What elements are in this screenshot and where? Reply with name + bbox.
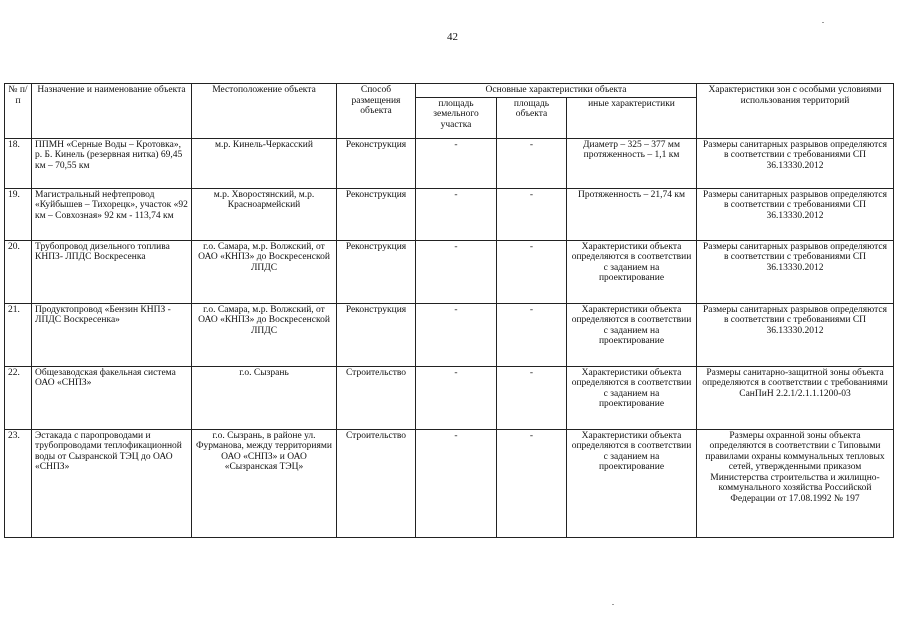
land-area: - [416, 240, 497, 303]
object-location: м.р. Хворостянский, м.р. Красноармейский [192, 188, 337, 240]
row-num: 23. [5, 429, 32, 537]
other-characteristics: Характеристики объекта определяются в соответствии с заданием на проектирование [567, 429, 697, 537]
row-num: 22. [5, 366, 32, 429]
placement-method: Строительство [337, 366, 416, 429]
object-location: г.о. Сызрань [192, 366, 337, 429]
row-num: 19. [5, 188, 32, 240]
object-area: - [497, 138, 567, 188]
header-land-area: площадь земельного участка [416, 97, 497, 138]
header-location: Местоположение объекта [192, 84, 337, 139]
object-location: г.о. Сызрань, в районе ул. Фурманова, между территориями ОАО «СНПЗ» и ОАО «Сызранская ТЭЦ» [192, 429, 337, 537]
table-row [5, 366, 894, 429]
table-row [5, 138, 894, 188]
other-characteristics: Характеристики объекта определяются в соответствии с заданием на проектирование [567, 303, 697, 366]
object-location: г.о. Самара, м.р. Волжский, от ОАО «КНПЗ» до Воскресенской ЛПДС [192, 303, 337, 366]
other-characteristics: Диаметр – 325 – 377 мм протяженность – 1,1 км [567, 138, 697, 188]
object-area: - [497, 366, 567, 429]
scan-speck [822, 22, 824, 23]
land-area: - [416, 188, 497, 240]
other-characteristics: Протяженность – 21,74 км [567, 188, 697, 240]
page-number: 42 [447, 31, 458, 43]
table-body [5, 138, 894, 537]
placement-method: Реконструкция [337, 240, 416, 303]
header-name: Назначение и наименование объекта [32, 84, 192, 139]
placement-method: Строительство [337, 429, 416, 537]
placement-method: Реконструкция [337, 188, 416, 240]
land-area: - [416, 138, 497, 188]
table-row [5, 303, 894, 366]
land-area: - [416, 366, 497, 429]
object-area: - [497, 303, 567, 366]
other-characteristics: Характеристики объекта определяются в соответствии с заданием на проектирование [567, 366, 697, 429]
table-row [5, 188, 894, 240]
header-zones: Характеристики зон с особыми условиями использования территорий [697, 84, 894, 139]
header-method: Способ размещения объекта [337, 84, 416, 139]
header-other-characteristics: иные характеристики [567, 97, 697, 138]
objects-table [4, 83, 894, 538]
placement-method: Реконструкция [337, 303, 416, 366]
row-num: 18. [5, 138, 32, 188]
row-num: 21. [5, 303, 32, 366]
zone-characteristics: Размеры санитарно-защитной зоны объекта определяются в соответствии с требованиями СанПиН 2.2.1/2.1.1.1200-03 [697, 366, 894, 429]
object-location: м.р. Кинель-Черкасский [192, 138, 337, 188]
zone-characteristics: Размеры охранной зоны объекта определяются в соответствии с Типовыми правилами охраны коммунальных тепловых сетей, утвержденными приказом Министерства строительства и жилищно-коммунального хозяйства Российской Федерации от 17.08.1992 № 197 [697, 429, 894, 537]
object-area: - [497, 188, 567, 240]
zone-characteristics: Размеры санитарных разрывов определяются в соответствии с требованиями СП 36.13330.2012 [697, 138, 894, 188]
header-object-area: площадь объекта [497, 97, 567, 138]
object-location: г.о. Самара, м.р. Волжский, от ОАО «КНПЗ» до Воскресенской ЛПДС [192, 240, 337, 303]
table-row [5, 240, 894, 303]
zone-characteristics: Размеры санитарных разрывов определяются в соответствии с требованиями СП 36.13330.2012 [697, 303, 894, 366]
object-area: - [497, 429, 567, 537]
object-name: Эстакада с паропроводами и трубопроводами теплофикационной воды от Сызранской ТЭЦ до ОАО «СНПЗ» [32, 429, 192, 537]
row-num: 20. [5, 240, 32, 303]
object-area: - [497, 240, 567, 303]
land-area: - [416, 429, 497, 537]
header-num: № п/п [5, 84, 32, 139]
scan-speck [612, 604, 614, 605]
object-name: Трубопровод дизельного топлива КНПЗ- ЛПДС Воскресенка [32, 240, 192, 303]
other-characteristics: Характеристики объекта определяются в соответствии с заданием на проектирование [567, 240, 697, 303]
object-name: Магистральный нефтепровод «Куйбышев – Тихорецк», участок «92 км – Совхозная» 92 км - 113,74 км [32, 188, 192, 240]
zone-characteristics: Размеры санитарных разрывов определяются в соответствии с требованиями СП 36.13330.2012 [697, 240, 894, 303]
object-name: Общезаводская факельная система ОАО «СНПЗ» [32, 366, 192, 429]
table-row [5, 429, 894, 537]
zone-characteristics: Размеры санитарных разрывов определяются в соответствии с требованиями СП 36.13330.2012 [697, 188, 894, 240]
land-area: - [416, 303, 497, 366]
placement-method: Реконструкция [337, 138, 416, 188]
object-name: Продуктопровод «Бензин КНПЗ - ЛПДС Воскресенка» [32, 303, 192, 366]
object-name: ППМН «Серные Воды – Кротовка», р. Б. Кинель (резервная нитка) 69,45 км – 70,55 км [32, 138, 192, 188]
header-main-characteristics: Основные характеристики объекта [416, 84, 697, 98]
